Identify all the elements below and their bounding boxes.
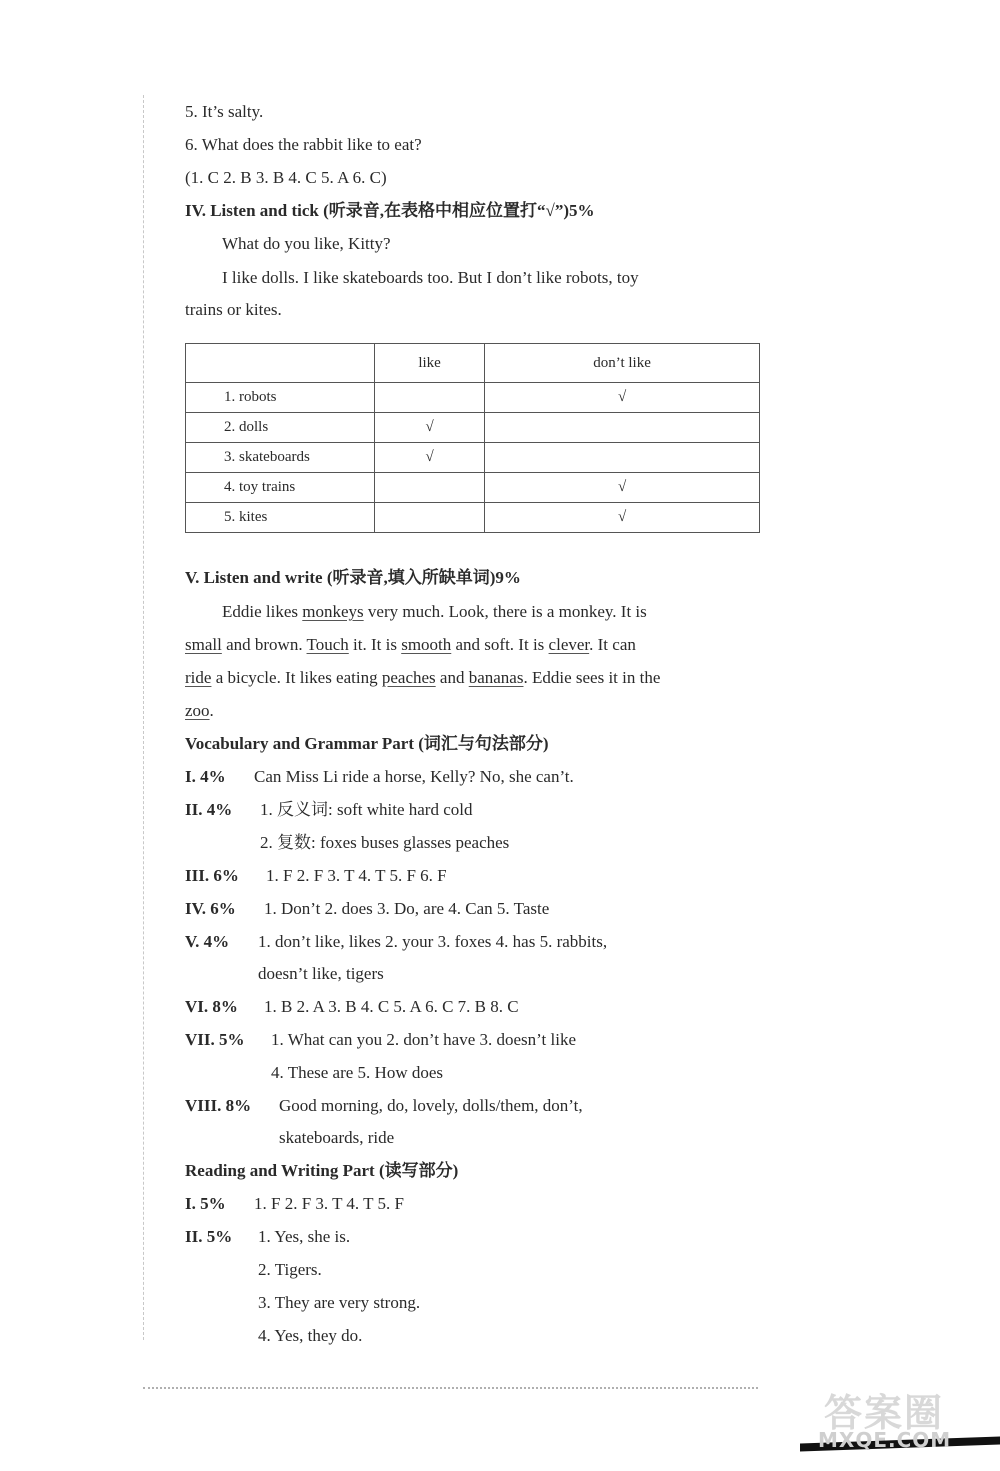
filled-word: ride <box>185 668 212 687</box>
vocab-v-answer-1: 1. don’t like, likes 2. your 3. foxes 4. has 5. rabbits, <box>258 932 608 951</box>
table-cell-dont-like <box>485 413 760 443</box>
section-v-passage-line-2 <box>185 634 636 656</box>
answer-line-5: 5. It’s salty. <box>185 102 264 121</box>
reading-ii-answer-2: 2. Tigers. <box>258 1260 322 1279</box>
filled-word: Touch <box>306 635 349 654</box>
passage-text: . Eddie sees it in the <box>523 668 661 687</box>
table-header-like: like <box>375 344 485 383</box>
section-v-passage-line-4 <box>185 700 214 722</box>
filled-word: bananas <box>468 668 524 687</box>
vocab-v-label: V. 4% <box>185 932 230 951</box>
filled-word: clever <box>548 635 590 654</box>
margin-guide-line <box>143 95 144 1340</box>
table-cell-dont-like <box>485 443 760 473</box>
table-header-row <box>186 344 760 383</box>
vocab-i-label: I. 4% <box>185 767 226 786</box>
section-v-title: V. Listen and write (听录音,填入所缺单词)9% <box>185 568 521 587</box>
table-row <box>186 383 760 413</box>
table-header-dont-like: don’t like <box>485 344 760 383</box>
table-cell-item: 2. dolls <box>186 413 375 443</box>
watermark-logo <box>818 1380 1000 1470</box>
table-cell-like <box>375 473 485 503</box>
table-row <box>186 443 760 473</box>
vocab-iii-answer: 1. F 2. F 3. T 4. T 5. F 6. F <box>266 866 447 885</box>
passage-text: and soft. It is <box>451 635 549 654</box>
vocab-viii-answer-1: Good morning, do, lovely, dolls/them, don’t, <box>279 1096 583 1115</box>
section-iv-passage-1: I like dolls. I like skateboards too. But I don’t like robots, toy <box>222 268 639 287</box>
passage-text: Eddie likes <box>222 602 303 621</box>
table-row <box>186 413 760 443</box>
table-cell-dont-like: √ <box>485 473 760 503</box>
passage-text: . It can <box>589 635 636 654</box>
passage-text: very much. Look, there is a monkey. It is <box>363 602 647 621</box>
vocab-viii-answer-2: skateboards, ride <box>279 1128 395 1147</box>
table-cell-dont-like: √ <box>485 383 760 413</box>
vocab-vii-label: VII. 5% <box>185 1030 245 1049</box>
passage-text: and <box>435 668 469 687</box>
table-cell-like <box>375 503 485 533</box>
reading-part-title: Reading and Writing Part (读写部分) <box>185 1161 459 1180</box>
vocab-viii-label: VIII. 8% <box>185 1096 252 1115</box>
filled-word: monkeys <box>302 602 364 621</box>
vocab-v-answer-2: doesn’t like, tigers <box>258 964 384 983</box>
reading-i-answer: 1. F 2. F 3. T 4. T 5. F <box>254 1194 404 1213</box>
table-header-empty <box>186 344 375 383</box>
table-row <box>186 503 760 533</box>
section-iv-passage-2: trains or kites. <box>185 300 282 319</box>
answer-key-list: (1. C 2. B 3. B 4. C 5. A 6. C) <box>185 168 387 187</box>
filled-word: small <box>185 635 222 654</box>
passage-text: and brown. <box>221 635 307 654</box>
vocab-iii-label: III. 6% <box>185 866 239 885</box>
table-cell-like <box>375 383 485 413</box>
filled-word: peaches <box>381 668 436 687</box>
answer-line-6: 6. What does the rabbit like to eat? <box>185 135 422 154</box>
vocab-ii-answer-1: 1. 反义词: soft white hard cold <box>260 800 473 819</box>
vocab-i-answer: Can Miss Li ride a horse, Kelly? No, she can’t. <box>254 767 574 786</box>
passage-text: . <box>209 701 214 720</box>
table-cell-item: 5. kites <box>186 503 375 533</box>
reading-ii-answer-3: 3. They are very strong. <box>258 1293 421 1312</box>
filled-word: smooth <box>401 635 452 654</box>
section-iv-title: IV. Listen and tick (听录音,在表格中相应位置打“√”)5% <box>185 201 595 220</box>
reading-ii-label: II. 5% <box>185 1227 233 1246</box>
table-cell-item: 1. robots <box>186 383 375 413</box>
reading-i-label: I. 5% <box>185 1194 226 1213</box>
table-row <box>186 473 760 503</box>
bottom-divider <box>143 1387 758 1389</box>
passage-text: it. It is <box>348 635 402 654</box>
passage-text: a bicycle. It likes eating <box>211 668 382 687</box>
filled-word: zoo <box>185 701 210 720</box>
reading-ii-answer-1: 1. Yes, she is. <box>258 1227 351 1246</box>
section-v-passage-line-1 <box>222 601 647 623</box>
vocab-iv-label: IV. 6% <box>185 899 236 918</box>
vocab-vi-answer: 1. B 2. A 3. B 4. C 5. A 6. C 7. B 8. C <box>264 997 519 1016</box>
vocab-ii-answer-2: 2. 复数: foxes buses glasses peaches <box>260 833 510 852</box>
table-cell-dont-like: √ <box>485 503 760 533</box>
table-cell-like: √ <box>375 413 485 443</box>
vocab-ii-label: II. 4% <box>185 800 233 819</box>
section-v-passage-line-3 <box>185 667 660 689</box>
tick-table <box>185 343 760 533</box>
vocab-iv-answer: 1. Don’t 2. does 3. Do, are 4. Can 5. Taste <box>264 899 550 918</box>
vocab-vii-answer-1: 1. What can you 2. don’t have 3. doesn’t like <box>271 1030 576 1049</box>
vocab-part-title: Vocabulary and Grammar Part (词汇与句法部分) <box>185 734 549 753</box>
vocab-vi-label: VI. 8% <box>185 997 238 1016</box>
section-iv-question: What do you like, Kitty? <box>222 234 391 253</box>
table-cell-item: 4. toy trains <box>186 473 375 503</box>
vocab-vii-answer-2: 4. These are 5. How does <box>271 1063 444 1082</box>
reading-ii-answer-4: 4. Yes, they do. <box>258 1326 363 1345</box>
watermark-text: 答案圈 <box>824 1391 945 1435</box>
table-cell-item: 3. skateboards <box>186 443 375 473</box>
watermark-url: MXQE.COM <box>818 1428 952 1452</box>
table-cell-like: √ <box>375 443 485 473</box>
